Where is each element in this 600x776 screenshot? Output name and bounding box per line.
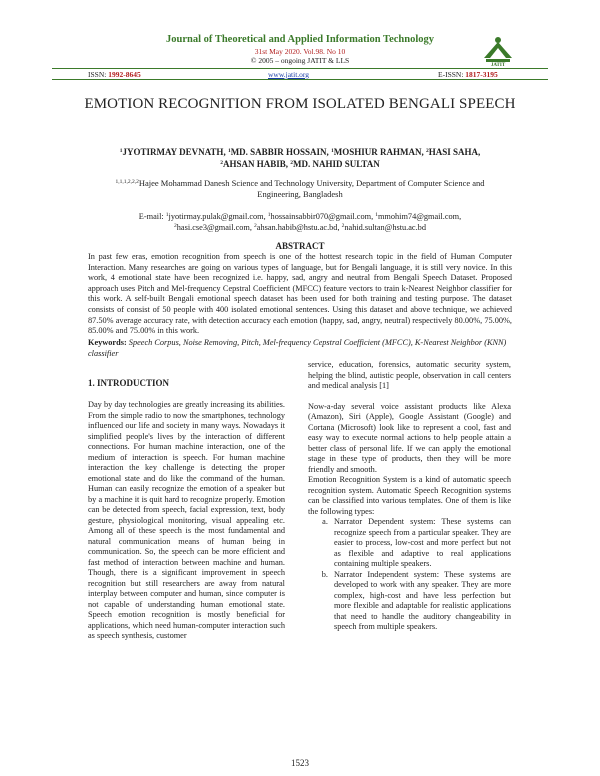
affiliation: $^{1,1,1,2,2,2}$Hajee Mohammad Danesh Science and Technology University, Department of Computer Science and Engineering, Bangladesh [115, 178, 485, 199]
email-link[interactable]: $^2$hasi.cse3@gmail.com [174, 223, 250, 232]
eissn [438, 70, 498, 79]
email-link[interactable]: $^1$hossainsabbir070@gmail.com [267, 212, 372, 221]
email-link[interactable]: $^2$ahsan.habib@hstu.ac.bd [254, 223, 338, 232]
journal-title: Journal of Theoretical and Applied Information Technology [166, 34, 434, 45]
email-link[interactable]: $^1$mmohim74@gmail.com [375, 212, 460, 221]
list-item: a. Narrator Dependent system: These systems can recognize speech from a particular speaker. They are easier to process, low-cost and more perfect but not as flexible and adaptive to real applications containing multiple speakers. [330, 517, 511, 570]
intro-paragraph: Day by day technologies are greatly increasing its abilities. From the simple radio to now the smartphones, technology influenced our life and society in many ways. Nowadays it simplified people's lives by the interaction of different connections. For human machine interaction, one of the medium of interaction is speech. For human machine interaction the key challenge is detecting the proper emotional state and do like the command of the human. Human can easily recognize the emotion of a speaker but by a machine it is quit hard to recognize properly. Emotion can be detected from speech, facial expression, text, body gesture, physiological monitoring, visual appealing etc. Among all of these speech is the most fundamental and natural communication means of human being in communication. So, the speech can be more efficient and fast method of interaction between machine and human. Though, there is a significant improvement in speech recognition but still researchers are away from natural interplay between computer and human, since computer is not capable of understanding human emotional state. Speech emotion recognition is mostly beneficial for applications, which need human-computer interaction such as speech synthesis, customer [88, 400, 285, 640]
list-item: b. Narrator Independent system: These systems are developed to work with any speaker. They are more complex, high-cost and have less perfection but more flexible and adaptable for realistic applications that need to handle the auditory changeability in speech from multiple speakers. [330, 570, 511, 633]
keywords-label: Keywords: [88, 338, 127, 347]
paper-title: EMOTION RECOGNITION FROM ISOLATED BENGALI SPEECH [84, 96, 516, 112]
author: $^2$AHSAN HABIB [220, 159, 286, 169]
header-divider-top [52, 68, 548, 69]
eissn-value: 1817-3195 [465, 70, 498, 79]
issn-value: 1992-8645 [108, 70, 141, 79]
issn [88, 70, 141, 79]
section-heading-introduction: 1. INTRODUCTION [88, 378, 170, 388]
email-link[interactable]: $^1$jyotirmay.pulak@gmail.com [165, 212, 264, 221]
jatit-logo-icon [480, 34, 516, 66]
email-list: E-mail: $^1$jyotirmay.pulak@gmail.com, $^1$hossainsabbir070@gmail.com, $^1$mmohim74@gmail.com, $^2$hasi.cse3@gmail.com, $^2$ahsan.habib@hstu.ac.bd, $^2$nahid.sultan@hstu.ac.bd [138, 212, 462, 232]
author: $^2$MD. NAHID SULTAN [290, 159, 380, 169]
left-column [88, 400, 285, 642]
logo-text: JATIT [490, 63, 506, 68]
copyright-line: © 2005 – ongoing JATIT & LLS [250, 56, 350, 65]
page-number: 1523 [291, 758, 309, 768]
issue-line: 31st May 2020. Vol.98. No 10 [254, 47, 346, 56]
author: $^1$MD. SABBIR HOSSAIN [227, 147, 327, 157]
author: $^1$JYOTIRMAY DEVNATH [119, 147, 224, 157]
recognition-system-paragraph: Emotion Recognition System is a kind of automatic speech recognition system. Automatic Speech Recognition systems can be classified into various templates. One of them is like the following types: [308, 475, 511, 516]
right-column [308, 360, 511, 633]
intro-paragraph-continued: service, education, forensics, automatic security system, helping the blind, autistic people, observation in call centers and medical analysis [1] [308, 360, 511, 390]
system-types-list [308, 517, 511, 633]
eissn-label: E-ISSN: [438, 70, 464, 79]
author: $^1$MOSHIUR RAHMAN [330, 147, 422, 157]
header-divider-bottom [52, 79, 548, 80]
voice-assistant-paragraph: Now-a-day several voice assistant products like Alexa (Amazon), Siri (Apple), Google Assistant (Google) and Cortana (Microsoft) look like to represent a cool, fast and easy way to execute normal actions to help people attain a better class of personal life. If we can apply the emotional stage in these type of products, then they will be more friendly and smooth. [308, 401, 511, 474]
keywords [88, 338, 512, 359]
author: $^2$HASI SAHA [425, 147, 478, 157]
journal-website-link[interactable]: www.jatit.org [268, 70, 310, 79]
issn-label: ISSN: [88, 70, 107, 79]
author-list: $^1$JYOTIRMAY DEVNATH, $^1$MD. SABBIR HOSSAIN, $^1$MOSHIUR RAHMAN, $^2$HASI SAHA, $^2$AHSAN HABIB, $^2$MD. NAHID SULTAN [119, 147, 481, 169]
email-link[interactable]: $^2$nahid.sultan@hstu.ac.bd [341, 223, 426, 232]
abstract-heading: ABSTRACT [275, 241, 325, 251]
keywords-text: Speech Corpus, Noise Removing, Pitch, Mel-frequency Cepstral Coefficient (MFCC), K-Nearest Neighbor (KNN) classifier [88, 338, 507, 358]
abstract-body: In past few eras, emotion recognition from speech is one of the hottest research topic in the field of Human Computer Interaction. Many researches are going on various types of language, but for Bengali language, it is still very novice. In this work, 4 emotional state have been recognized i.e. happy, sad, angry and neutral from Bengali Speech Dataset. Proposed approach uses Pitch and Mel-frequency Cepstral Coefficient (MFCC) feature vectors to train k-Nearest Neighbor classifier for this work. A self-built Bengali emotional speech dataset has been used for both training and testing purpose. The dataset consists of consist of 50 people with 400 isolated emotional sentences. Using this dataset and above technique, we achieved 87.50% average accuracy rate, with detection accuracy each emotion (happy, sad, angry, neutral) respectively 80.00%, 75.00%, 85.00% and 75.00% in this work. [88, 252, 512, 336]
